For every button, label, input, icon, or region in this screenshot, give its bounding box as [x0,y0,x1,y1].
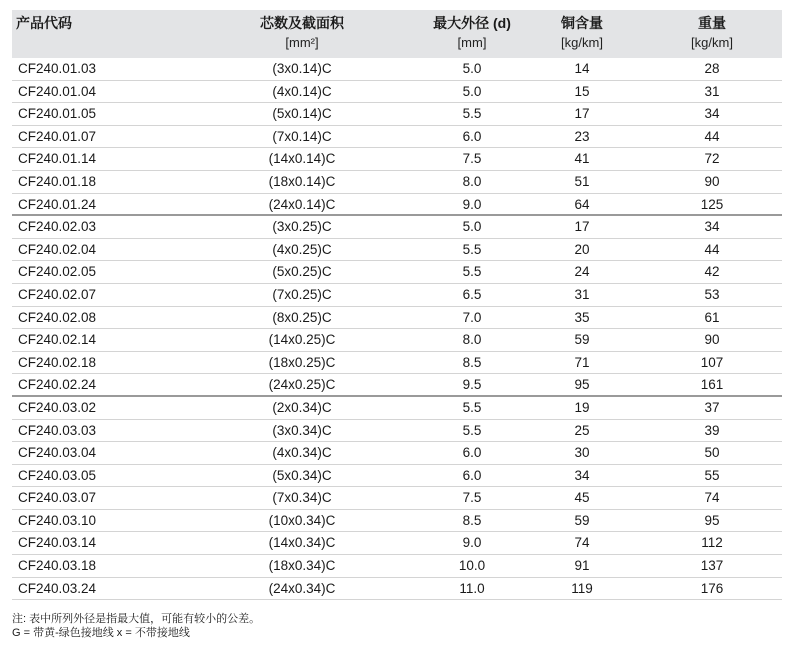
cell-cores-cross-section: (14x0.25)C [268,332,336,348]
cell-copper-content: 35 [574,309,590,325]
header-copper-content [532,14,632,52]
cell-copper-content: 51 [574,173,590,189]
cell-copper-content: 24 [574,264,590,280]
table-row [12,329,782,352]
header-copper-unit: [kg/km] [561,35,603,50]
cell-product-code: CF240.01.07 [18,128,97,144]
footnote-max-diameter: 注: 表中所列外径是指最大值，可能有较小的公差。 [12,613,261,625]
cell-copper-content: 20 [574,241,590,257]
cell-outer-diameter: 5.5 [462,106,482,122]
cell-cores-cross-section: (3x0.25)C [272,219,332,235]
cell-weight: 90 [704,173,720,189]
cell-copper-content: 95 [574,377,590,393]
header-cores-unit: [mm²] [285,35,319,50]
table-row [12,284,782,307]
table-body [12,58,782,600]
table-row [12,420,782,443]
table-row [12,555,782,578]
cell-product-code: CF240.02.18 [18,354,97,370]
cell-weight: 61 [704,309,720,325]
cell-cores-cross-section: (14x0.34)C [268,535,336,551]
cell-product-code: CF240.03.07 [18,490,97,506]
cell-outer-diameter: 6.5 [462,286,482,302]
cell-outer-diameter: 9.5 [462,377,482,393]
cell-product-code: CF240.03.14 [18,535,97,551]
cell-product-code: CF240.03.03 [18,422,97,438]
cell-copper-content: 15 [574,83,590,99]
cell-cores-cross-section: (8x0.25)C [272,309,332,325]
table-row [12,171,782,194]
cell-cores-cross-section: (3x0.34)C [272,422,332,438]
cell-product-code: CF240.02.03 [18,219,97,235]
cell-product-code: CF240.01.04 [18,83,97,99]
cell-outer-diameter: 6.0 [462,445,482,461]
cell-outer-diameter: 5.0 [462,83,482,99]
cell-copper-content: 14 [574,61,590,76]
cell-outer-diameter: 5.0 [462,61,482,76]
cell-copper-content: 59 [574,512,590,528]
cell-cores-cross-section: (2x0.34)C [272,399,332,415]
cell-product-code: CF240.02.08 [18,309,97,325]
cell-product-code: CF240.01.05 [18,106,97,122]
cell-cores-cross-section: (18x0.34)C [268,558,336,574]
table-row [12,126,782,149]
cell-weight: 31 [704,83,720,99]
cell-outer-diameter: 8.0 [462,332,482,348]
cell-outer-diameter: 6.0 [462,128,482,144]
table-row [12,532,782,555]
cell-product-code: CF240.03.05 [18,467,97,483]
table-row [12,307,782,330]
cell-weight: 34 [704,219,720,235]
cell-outer-diameter: 5.0 [462,219,482,235]
table-row [12,194,782,217]
cell-outer-diameter: 7.5 [462,490,482,506]
cell-cores-cross-section: (5x0.25)C [272,264,332,280]
cell-weight: 55 [704,467,720,483]
cell-product-code: CF240.03.10 [18,512,97,528]
cell-product-code: CF240.03.24 [18,580,97,596]
table-row [12,465,782,488]
header-weight-unit: [kg/km] [691,35,733,50]
footnotes [12,612,260,640]
cell-cores-cross-section: (4x0.14)C [272,83,332,99]
cable-spec-table [12,10,782,600]
cell-product-code: CF240.01.18 [18,173,97,189]
cell-copper-content: 19 [574,399,590,415]
cell-copper-content: 30 [574,445,590,461]
cell-cores-cross-section: (10x0.34)C [268,512,336,528]
cell-weight: 39 [704,422,720,438]
cell-outer-diameter: 10.0 [458,558,486,574]
footnote-legend: G = 带黄-绿色接地线 x = 不带接地线 [12,627,190,639]
cell-outer-diameter: 11.0 [459,580,485,596]
table-row [12,578,782,601]
header-product-code [16,14,72,32]
cell-product-code: CF240.02.04 [18,241,97,257]
header-od-unit: [mm] [457,35,487,50]
table-row [12,81,782,104]
header-od-label: 最大外径 (d) [433,15,511,31]
cell-copper-content: 31 [574,286,590,302]
cell-weight: 44 [704,128,720,144]
cell-copper-content: 74 [574,535,590,551]
cell-outer-diameter: 5.5 [462,422,482,438]
cell-copper-content: 64 [574,196,590,212]
cell-copper-content: 119 [571,580,593,596]
cell-outer-diameter: 5.5 [462,241,482,257]
cell-cores-cross-section: (24x0.14)C [268,196,336,212]
cell-outer-diameter: 5.5 [462,399,482,415]
cell-weight: 53 [704,286,720,302]
cell-copper-content: 45 [574,490,590,506]
header-outer-diameter [412,14,532,52]
cell-copper-content: 41 [574,151,590,167]
cell-outer-diameter: 5.5 [462,264,482,280]
cell-copper-content: 59 [574,332,590,348]
cell-cores-cross-section: (5x0.34)C [272,467,332,483]
header-cores-label: 芯数及截面积 [260,15,344,31]
cell-cores-cross-section: (18x0.25)C [268,354,336,370]
cell-copper-content: 23 [574,128,590,144]
table-header [12,10,782,58]
cell-weight: 72 [704,151,720,167]
table-row [12,239,782,262]
cell-outer-diameter: 9.0 [462,535,482,551]
table-row [12,216,782,239]
cell-cores-cross-section: (7x0.25)C [272,286,332,302]
cell-product-code: CF240.01.24 [18,196,97,212]
cell-product-code: CF240.01.03 [18,61,97,76]
cell-weight: 37 [704,399,720,415]
cell-outer-diameter: 8.0 [462,173,482,189]
cell-copper-content: 34 [574,467,590,483]
cell-weight: 44 [704,241,720,257]
table-row [12,261,782,284]
header-weight-label: 重量 [698,15,726,31]
cell-cores-cross-section: (5x0.14)C [272,106,332,122]
cell-cores-cross-section: (18x0.14)C [268,173,336,189]
cell-copper-content: 91 [574,558,590,574]
table-row [12,510,782,533]
cell-product-code: CF240.02.07 [18,286,97,302]
cell-cores-cross-section: (24x0.34)C [268,580,336,596]
cell-outer-diameter: 8.5 [462,354,482,370]
cell-weight: 125 [700,196,724,212]
cell-copper-content: 17 [574,106,590,122]
header-product-code-label: 产品代码 [16,15,72,31]
cell-weight: 42 [704,264,720,280]
header-cores-cross-section [232,14,372,52]
header-copper-label: 铜含量 [561,15,603,31]
cell-product-code: CF240.02.05 [18,264,97,280]
cell-cores-cross-section: (14x0.14)C [268,151,336,167]
table-row [12,103,782,126]
cell-copper-content: 71 [574,354,590,370]
cell-cores-cross-section: (7x0.34)C [272,490,332,506]
cell-product-code: CF240.03.02 [18,399,97,415]
cell-weight: 112 [701,535,723,551]
cell-cores-cross-section: (4x0.25)C [272,241,332,257]
cell-product-code: CF240.01.14 [18,151,97,167]
cell-cores-cross-section: (4x0.34)C [272,445,332,461]
cell-product-code: CF240.02.24 [18,377,97,393]
cell-weight: 95 [704,512,720,528]
cell-weight: 28 [704,61,720,76]
cell-outer-diameter: 8.5 [462,512,482,528]
cell-weight: 176 [700,580,724,596]
header-weight [652,14,772,52]
cell-copper-content: 25 [574,422,590,438]
cell-weight: 90 [704,332,720,348]
cell-product-code: CF240.03.18 [18,558,97,574]
table-row [12,374,782,397]
cell-weight: 137 [700,558,724,574]
table-row [12,352,782,375]
cell-weight: 161 [700,377,724,393]
cell-copper-content: 17 [574,219,590,235]
table-row [12,148,782,171]
cell-cores-cross-section: (3x0.14)C [272,61,332,76]
cell-cores-cross-section: (24x0.25)C [268,377,336,393]
table-row [12,58,782,81]
cell-product-code: CF240.02.14 [18,332,97,348]
cell-product-code: CF240.03.04 [18,445,97,461]
table-row [12,397,782,420]
cell-outer-diameter: 7.5 [462,151,482,167]
cell-weight: 50 [704,445,720,461]
cell-outer-diameter: 9.0 [462,196,482,212]
cell-weight: 107 [700,354,724,370]
table-row [12,442,782,465]
cell-outer-diameter: 7.0 [462,309,482,325]
cell-outer-diameter: 6.0 [462,467,482,483]
cell-weight: 34 [704,106,720,122]
table-row [12,487,782,510]
cell-cores-cross-section: (7x0.14)C [272,128,332,144]
cell-weight: 74 [704,490,720,506]
